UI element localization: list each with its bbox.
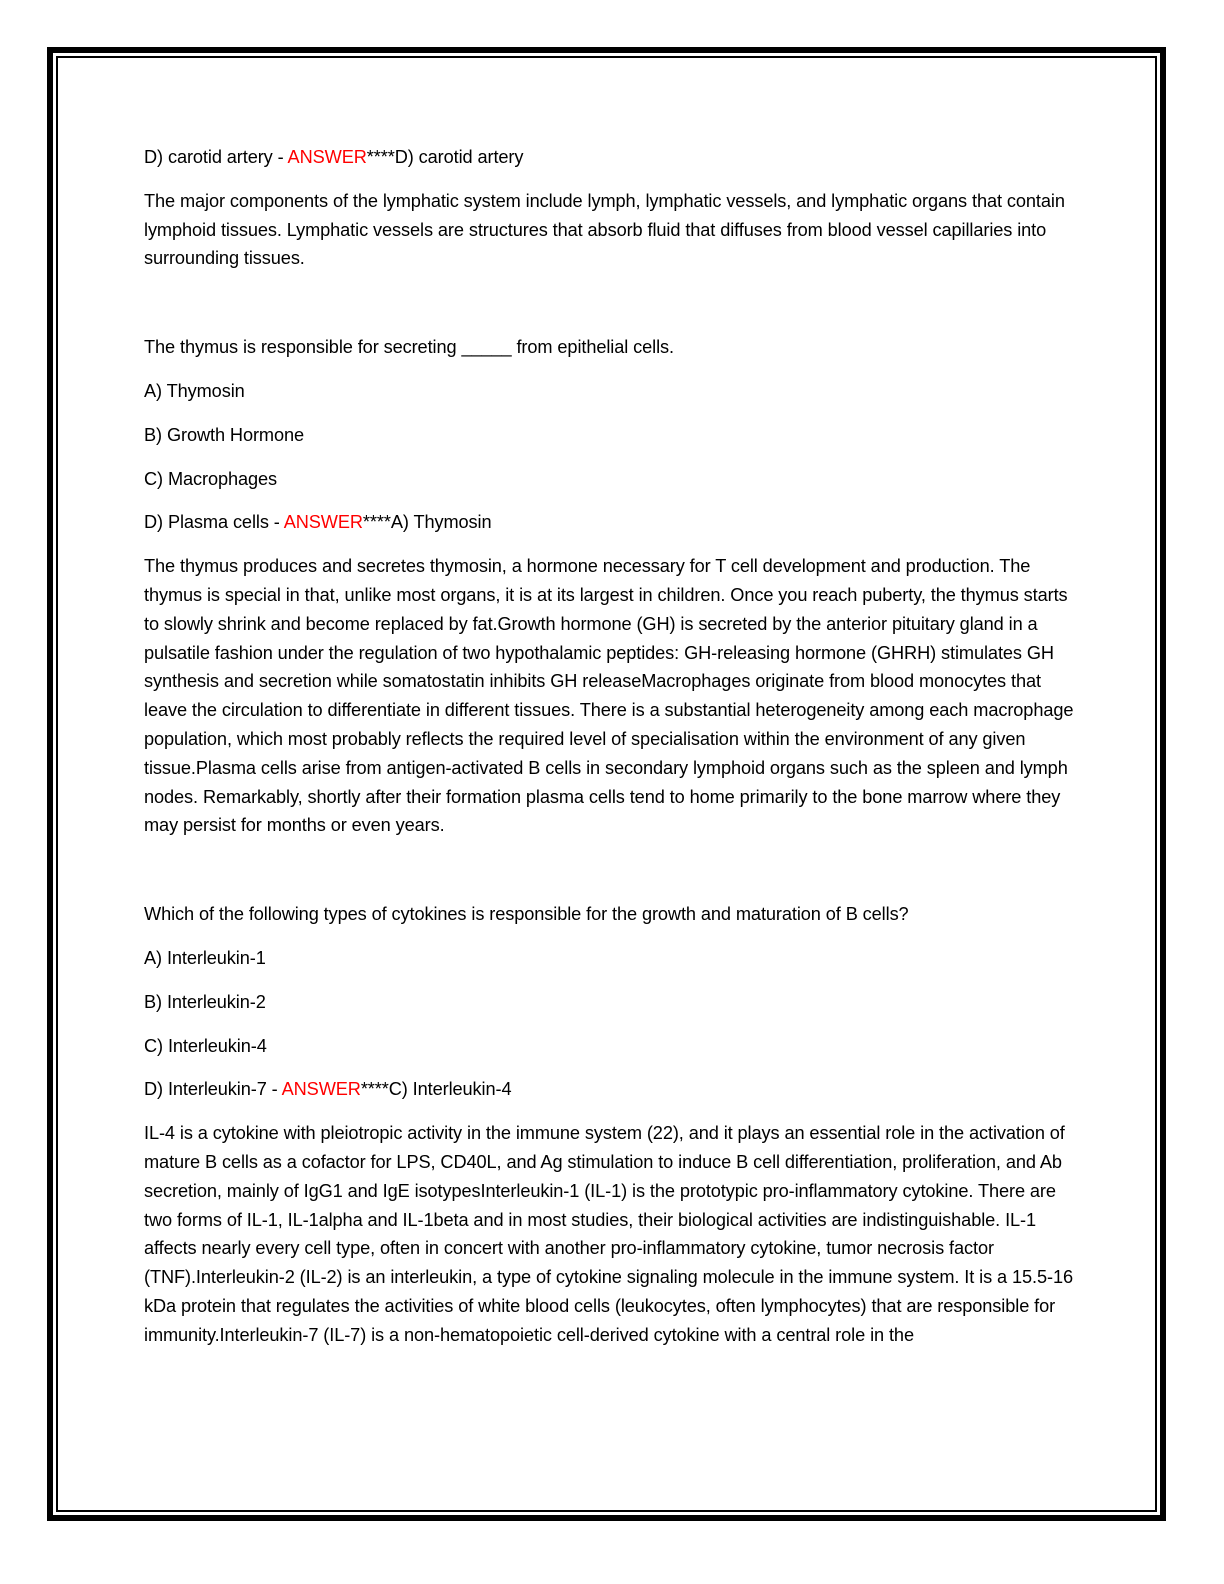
answer-line-prefix: D) Plasma cells - [144,512,284,533]
answer-line [144,508,1084,537]
option-a: A) Interleukin-1 [144,947,266,968]
answer-line-suffix: ****A) Thymosin [362,512,492,533]
section-spacer [144,855,1084,900]
answer-line-prefix: D) carotid artery - [144,147,288,167]
answer-line-prefix: D) Interleukin-7 - [144,1079,282,1100]
explanation-paragraph: The major components of the lymphatic system include lymph, lymphatic vessels, and lymphatic organs that contain lymphoid tissues. Lymphatic vessels are structures that absorb fluid that diffuses from blood vessel capillaries into surrounding tissues. [144,190,1065,269]
qa-block-carotid [144,143,1084,273]
option-c: C) Macrophages [144,468,278,489]
answer-line [144,143,1084,172]
answer-line-suffix: ****D) carotid artery [366,147,524,167]
answer-tag: ANSWER [287,147,367,167]
answer-line-suffix: ****C) Interleukin-4 [360,1079,512,1100]
answer-line [144,1075,1084,1104]
document-body [144,143,1084,1365]
option-a: A) Thymosin [144,380,245,401]
qa-block-cytokines [144,900,1084,1349]
section-spacer [144,288,1084,333]
qa-block-thymus [144,333,1084,840]
explanation-paragraph: The thymus produces and secretes thymosin, a hormone necessary for T cell development and production. The thymus is special in that, unlike most organs, it is at its largest in children. Once you reach puberty, the thymus starts to slowly shrink and become replaced by fat.Growth hormone (GH) is secreted by the anterior pituitary gland in a pulsatile fashion under the regulation of two hypothalamic peptides: GH-releasing hormone (GHRH) stimulates GH synthesis and secretion while somatostatin inhibits GH releaseMacrophages originate from blood monocytes that leave the circulation to differentiate in different tissues. There is a substantial heterogeneity among each macrophage population, which most probably reflects the required level of specialisation within the environment of any given tissue.Plasma cells arise from antigen-activated B cells in secondary lymphoid organs such as the spleen and lymph nodes. Remarkably, shortly after their formation plasma cells tend to home primarily to the bone marrow where they may persist for months or even years. [144,556,1074,836]
option-b: B) Growth Hormone [144,424,305,445]
option-c: C) Interleukin-4 [144,1035,267,1056]
option-b: B) Interleukin-2 [144,991,266,1012]
answer-tag: ANSWER [283,512,363,533]
answer-tag: ANSWER [281,1079,361,1100]
question-text: The thymus is responsible for secreting _____ from epithelial cells. [144,337,674,358]
question-text: Which of the following types of cytokines is responsible for the growth and maturation of B cells? [144,904,909,925]
explanation-paragraph: IL-4 is a cytokine with pleiotropic activity in the immune system (22), and it plays an essential role in the activation of mature B cells as a cofactor for LPS, CD40L, and Ag stimulation to induce B cell differentiation, proliferation, and Ab secretion, mainly of IgG1 and IgE isotypesInterleukin-1 (IL-1) is the prototypic pro-inflammatory cytokine. There are two forms of IL-1, IL-1alpha and IL-1beta and in most studies, their biological activities are indistinguishable. IL-1 affects nearly every cell type, often in concert with another pro-inflammatory cytokine, tumor necrosis factor (TNF).Interleukin-2 (IL-2) is an interleukin, a type of cytokine signaling molecule in the immune system. It is a 15.5-16 kDa protein that regulates the activities of white blood cells (leukocytes, often lymphocytes) that are responsible for immunity.Interleukin-7 (IL-7) is a non-hematopoietic cell-derived cytokine with a central role in the [144,1123,1074,1345]
